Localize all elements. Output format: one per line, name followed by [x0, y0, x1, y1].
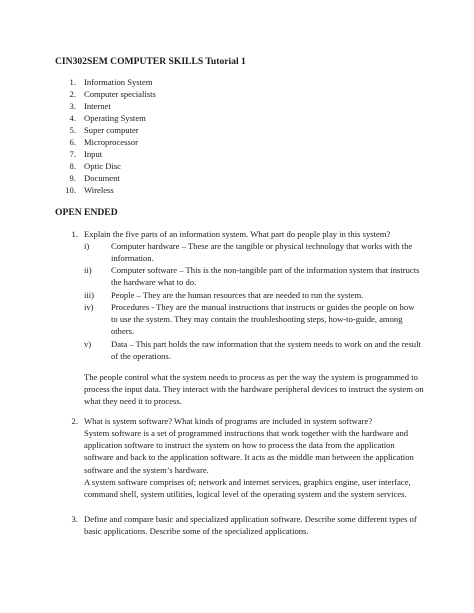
list-item-number: 10. [65, 185, 76, 195]
answer-paragraph: System software is a set of programmed instructions that work together with the hardware and application software to instruct the system on how to process the data from the application software and back to the application software. It acts as the middle man between the application software and the system’s hardware. [84, 428, 414, 475]
question-number: 1. [71, 229, 78, 239]
list-item: Input [84, 149, 103, 159]
sub-item-text: Computer hardware – These are the tangible or physical technology that works with the information. [111, 241, 413, 264]
sub-item-number: ii) [84, 265, 92, 275]
sub-item-number: iv) [84, 302, 94, 312]
list-item: Optic Disc [84, 161, 121, 171]
list-item: Internet [84, 101, 111, 111]
answer-paragraph: A system software comprises of; network and internet services, graphics engine, user interface, command shell, system utilities, logical level of the operating system and the system services. [84, 477, 411, 500]
section-heading: OPEN ENDED [55, 207, 118, 218]
list-item-number: 2. [69, 89, 76, 99]
list-item: Microprocessor [84, 137, 138, 147]
list-item-number: 7. [69, 149, 76, 159]
sub-item-number: i) [84, 241, 90, 251]
list-item: Operating System [84, 113, 146, 123]
list-item-number: 4. [69, 113, 76, 123]
sub-item-number: iii) [84, 290, 95, 300]
sub-item-text: People – They are the human resources that are needed to run the system. [111, 290, 364, 300]
list-item: Super computer [84, 125, 139, 135]
sub-item-text: Data – This part holds the raw information that the system needs to work on and the result of the operations. [111, 339, 421, 362]
list-item: Wireless [84, 185, 114, 195]
question-number: 2. [71, 416, 78, 426]
list-item: Computer specialists [84, 89, 156, 99]
list-item-number: 6. [69, 137, 76, 147]
paragraph: The people control what the system needs to process as per the way the system is programmed to process the input data. They interact with the hardware peripheral devices to instruct the system on what they need it to process. [84, 372, 424, 407]
list-item-number: 1. [69, 77, 76, 87]
list-item-number: 9. [69, 173, 76, 183]
question-number: 3. [71, 514, 78, 524]
list-item-number: 3. [69, 101, 76, 111]
question-text: Explain the five parts of an information system. What part do people play in this system? [84, 229, 391, 239]
list-item-number: 8. [69, 161, 76, 171]
list-item: Information System [84, 77, 153, 87]
sub-item-text: Computer software – This is the non-tangible part of the information system that instructs the hardware what to do. [111, 265, 420, 288]
question-text: What is system software? What kinds of programs are included in system software? [84, 416, 373, 426]
sub-item-text: Procedures - They are the manual instructions that instructs or guides the people on how to use the system. They may contain the troubleshooting steps, how-to-guide, among others. [111, 302, 415, 337]
list-item-number: 5. [69, 125, 76, 135]
list-item: Document [84, 173, 120, 183]
question-text: Define and compare basic and specialized application software. Describe some different types of basic applications. Describe some of the specialized applications. [84, 514, 417, 537]
document-title: CIN302SEM COMPUTER SKILLS Tutorial 1 [55, 56, 246, 67]
sub-item-number: v) [84, 339, 92, 349]
